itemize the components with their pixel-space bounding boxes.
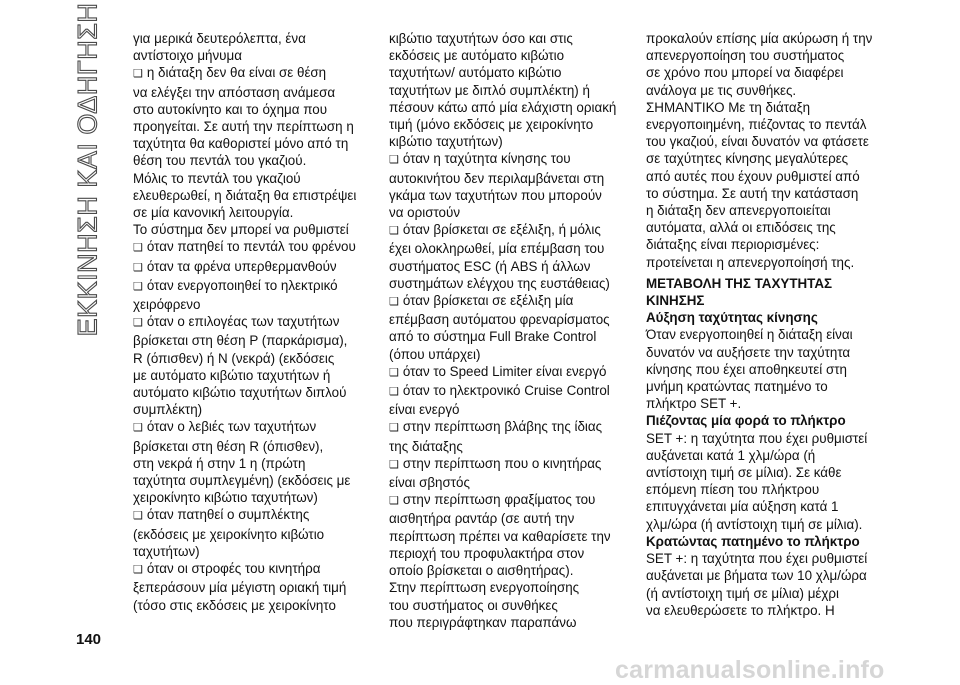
bullet-item: ❑ όταν βρίσκεται σε εξέλιξη, ή μόλις (389, 221, 621, 240)
text-line: Όταν ενεργοποιηθεί η διάταξη είναι (646, 327, 853, 343)
bullet-item: ❑ όταν ο λεβιές των ταχυτήτων (133, 418, 365, 437)
heading-line: Κρατώντας πατημένο το πλήκτρο (646, 533, 860, 549)
text-line: ελευθερωθεί, η διάταξη θα επιστρέψει (133, 187, 357, 203)
text-line: με αυτόματο κιβώτιο ταχυτήτων ή (133, 367, 331, 383)
text-line: αισθητήρα ραντάρ (σε αυτή την (389, 511, 575, 527)
text-line: ταχυτήτων με διπλό συμπλέκτη) ή (389, 82, 590, 98)
bullet-item: ❑ όταν οι στροφές του κινητήρα (133, 560, 365, 579)
text-line: SET +: η ταχύτητα που έχει ρυθμιστεί (646, 430, 868, 446)
text-line: επιτυγχάνεται μία αύξηση κατά 1 (646, 499, 839, 515)
text-line: SET +: η ταχύτητα που έχει ρυθμιστεί (646, 551, 868, 567)
text-line: Μόλις το πεντάλ του γκαζιού (133, 170, 301, 186)
page-number: 140 (76, 631, 102, 648)
text-column-1 (133, 30, 365, 614)
text-line: σε μία κανονική λειτουργία. (133, 205, 294, 221)
text-line: περίπτωση πρέπει να καθαρίσετε την (389, 528, 611, 544)
text-line: Το σύστημα δεν μπορεί να ρυθμιστεί (133, 222, 349, 238)
text-line: ταχυτήτων/ αυτόματο κιβώτιο (389, 65, 562, 81)
text-line: (ή αντίστοιχη τιμή σε μίλια) μέχρι (646, 585, 840, 601)
text-line: από το σύστημα Full Brake Control (389, 329, 597, 345)
text-line: στο αυτοκίνητο και το όχημα που (133, 101, 328, 117)
text-line: επόμενη πίεση του πλήκτρου (646, 482, 820, 498)
text-line: η διάταξη δεν απενεργοποιείται (646, 203, 831, 219)
text-line: εκδόσεις με αυτόματο κιβώτιο (389, 48, 565, 64)
text-line: γκάμα των ταχυτήτων που μπορούν (389, 187, 602, 203)
text-line: αυξάνεται με βήματα των 10 χλμ/ώρα (646, 568, 867, 584)
text-line: αυτόματα, αλλά οι επιδόσεις της (646, 220, 836, 236)
text-line: τιμή (μόνο εκδόσεις με χειροκίνητο (389, 117, 594, 133)
text-line: συμπλέκτη) (133, 402, 203, 418)
text-line: για μερικά δευτερόλεπτα, ένα (133, 31, 306, 46)
text-line: να ελευθερώσετε το πλήκτρο. Η (646, 602, 835, 618)
text-line: ταχυτήτων) (133, 543, 200, 559)
bullet-item: ❑ στην περίπτωση που ο κινητήρας (389, 455, 621, 474)
text-line: επέμβαση αυτόματου φρεναρίσματος (389, 312, 610, 328)
heading-line: ΜΕΤΑΒΟΛΗ ΤΗΣ ΤΑΧΥΤΗΤΑΣ (646, 275, 833, 291)
text-line: διάταξης είναι περιορισμένες: (646, 237, 820, 253)
bullet-item: ❑ όταν ο επιλογέας των ταχυτήτων (133, 313, 365, 332)
bullet-item: ❑ όταν πατηθεί το πεντάλ του φρένου (133, 238, 365, 257)
bullet-item: ❑ όταν το Speed Limiter είναι ενεργό (389, 363, 621, 382)
text-line: από αυτές που έχουν ρυθμιστεί από (646, 168, 860, 184)
text-line: περιοχή του προφυλακτήρα στον (389, 545, 585, 561)
text-line: προτείνεται η απενεργοποίησή της. (646, 254, 855, 270)
text-line: ξεπεράσουν μία μέγιστη οριακή τιμή (133, 580, 347, 596)
text-column-3 (646, 30, 878, 619)
text-line: (τόσο στις εκδόσεις με χειροκίνητο (133, 597, 336, 613)
bullet-item: ❑ όταν βρίσκεται σε εξέλιξη μία (389, 292, 621, 311)
text-line: χειρόφρενο (133, 297, 201, 313)
bullet-item: ❑ στην περίπτωση βλάβης της ίδιας (389, 418, 621, 437)
bullet-item: ❑ η διάταξη δεν θα είναι σε θέση (133, 64, 365, 83)
bullet-item: ❑ όταν πατηθεί ο συμπλέκτης (133, 506, 365, 525)
text-line: συστημάτων ελέγχου της ευστάθειας) (389, 275, 610, 291)
text-line: πλήκτρο SET +. (646, 396, 742, 412)
text-column-2 (389, 30, 621, 631)
text-line: κίνησης που έχει αποθηκευτεί στη (646, 361, 847, 377)
text-line: χειροκίνητο κιβώτιο ταχυτήτων) (133, 490, 318, 506)
text-line: (όπου υπάρχει) (389, 346, 481, 362)
text-line: χλμ/ώρα (ή αντίστοιχη τιμή σε μίλια). (646, 516, 863, 532)
text-line: κιβώτιο ταχυτήτων όσο και στις (389, 31, 573, 46)
text-line: Στην περίπτωση ενεργοποίησης (389, 580, 580, 596)
text-line: συστήματος ESC (ή ABS ή άλλων (389, 258, 591, 274)
text-line: σε χρόνο που μπορεί να διαφέρει (646, 65, 844, 81)
heading-line: ΚΙΝΗΣΗΣ (646, 293, 705, 309)
text-line: οποίο βρίσκεται ο αισθητήρας). (389, 563, 574, 579)
text-line: βρίσκεται στη θέση P (παρκάρισμα), (133, 333, 348, 349)
watermark: carmanualsonline.info (615, 656, 885, 684)
text-line: δυνατόν να αυξήσετε την ταχύτητα (646, 344, 851, 360)
text-line: απενεργοποίηση του συστήματος (646, 48, 845, 64)
text-line: πέσουν κάτω από μία ελάχιστη οριακή (389, 99, 617, 115)
text-line: να οριστούν (389, 205, 461, 221)
bullet-item: ❑ όταν τα φρένα υπερθερμανθούν (133, 258, 365, 277)
text-line: του συστήματος οι συνθήκες (389, 597, 558, 613)
text-line: αυξάνεται κατά 1 χλμ/ώρα (ή (646, 447, 816, 463)
text-line: στη νεκρά ή στην 1 η (πρώτη (133, 455, 306, 471)
text-line: αντίστοιχο μήνυμα (133, 48, 242, 64)
text-line: αυτοκινήτου δεν περιλαμβάνεται στη (389, 170, 605, 186)
text-line: βρίσκεται στη θέση R (όπισθεν), (133, 438, 324, 454)
text-line: μνήμη κρατώντας πατημένο το (646, 379, 828, 395)
text-line: ενεργοποιημένη, πιέζοντας το πεντάλ (646, 117, 867, 133)
text-line: ΣΗΜΑΝΤΙΚΟ Με τη διάταξη (646, 99, 811, 115)
text-line: ταχύτητα συμπλεγμένη) (εκδόσεις με (133, 473, 351, 489)
text-line: σε ταχύτητες κίνησης μεγαλύτερες (646, 151, 849, 167)
text-line: είναι σβηστός (389, 475, 470, 491)
text-line: αντίστοιχη τιμή σε μίλια). Σε κάθε (646, 465, 842, 481)
bullet-item: ❑ όταν το ηλεκτρονικό Cruise Control (389, 382, 621, 401)
chapter-side-tab (68, 2, 108, 336)
heading-line: Αύξηση ταχύτητας κίνησης (646, 310, 818, 326)
text-line: ανάλογα με τις συνθήκες. (646, 82, 797, 98)
text-line: αυτόματο κιβώτιο ταχυτήτων διπλού (133, 385, 347, 401)
text-line: προηγείται. Σε αυτή την περίπτωση η (133, 119, 354, 135)
text-line: της διάταξης (389, 438, 463, 454)
text-line: του γκαζιού, είναι δυνατόν να φτάσετε (646, 134, 869, 150)
text-line: (εκδόσεις με χειροκίνητο κιβώτιο (133, 526, 325, 542)
text-line: έχει ολοκληρωθεί, μία επέμβαση του (389, 241, 605, 257)
text-line: ταχύτητα θα καθοριστεί μόνο από τη (133, 136, 349, 152)
bullet-item: ❑ όταν ενεργοποιηθεί το ηλεκτρικό (133, 277, 365, 296)
bullet-item: ❑ στην περίπτωση φραξίματος του (389, 491, 621, 510)
heading-line: Πιέζοντας μία φορά το πλήκτρο (646, 413, 846, 429)
text-line: είναι ενεργό (389, 402, 460, 418)
text-line: R (όπισθεν) ή N (νεκρά) (εκδόσεις (133, 350, 335, 366)
text-line: που περιγράφτηκαν παραπάνω (389, 614, 577, 630)
chapter-title: ΕΚΚΙΝΗΣΗ ΚΑΙ ΟΔΗΓΗΣΗ (72, 2, 103, 336)
text-line: να ελέγξει την απόσταση ανάμεσα (133, 84, 336, 100)
text-line: το σύστημα. Σε αυτή την κατάσταση (646, 185, 859, 201)
text-line: προκαλούν επίσης μία ακύρωση ή την (646, 31, 873, 46)
text-line: θέση του πεντάλ του γκαζιού. (133, 153, 307, 169)
bullet-item: ❑ όταν η ταχύτητα κίνησης του (389, 150, 621, 169)
text-line: κιβώτιο ταχυτήτων) (389, 134, 503, 150)
